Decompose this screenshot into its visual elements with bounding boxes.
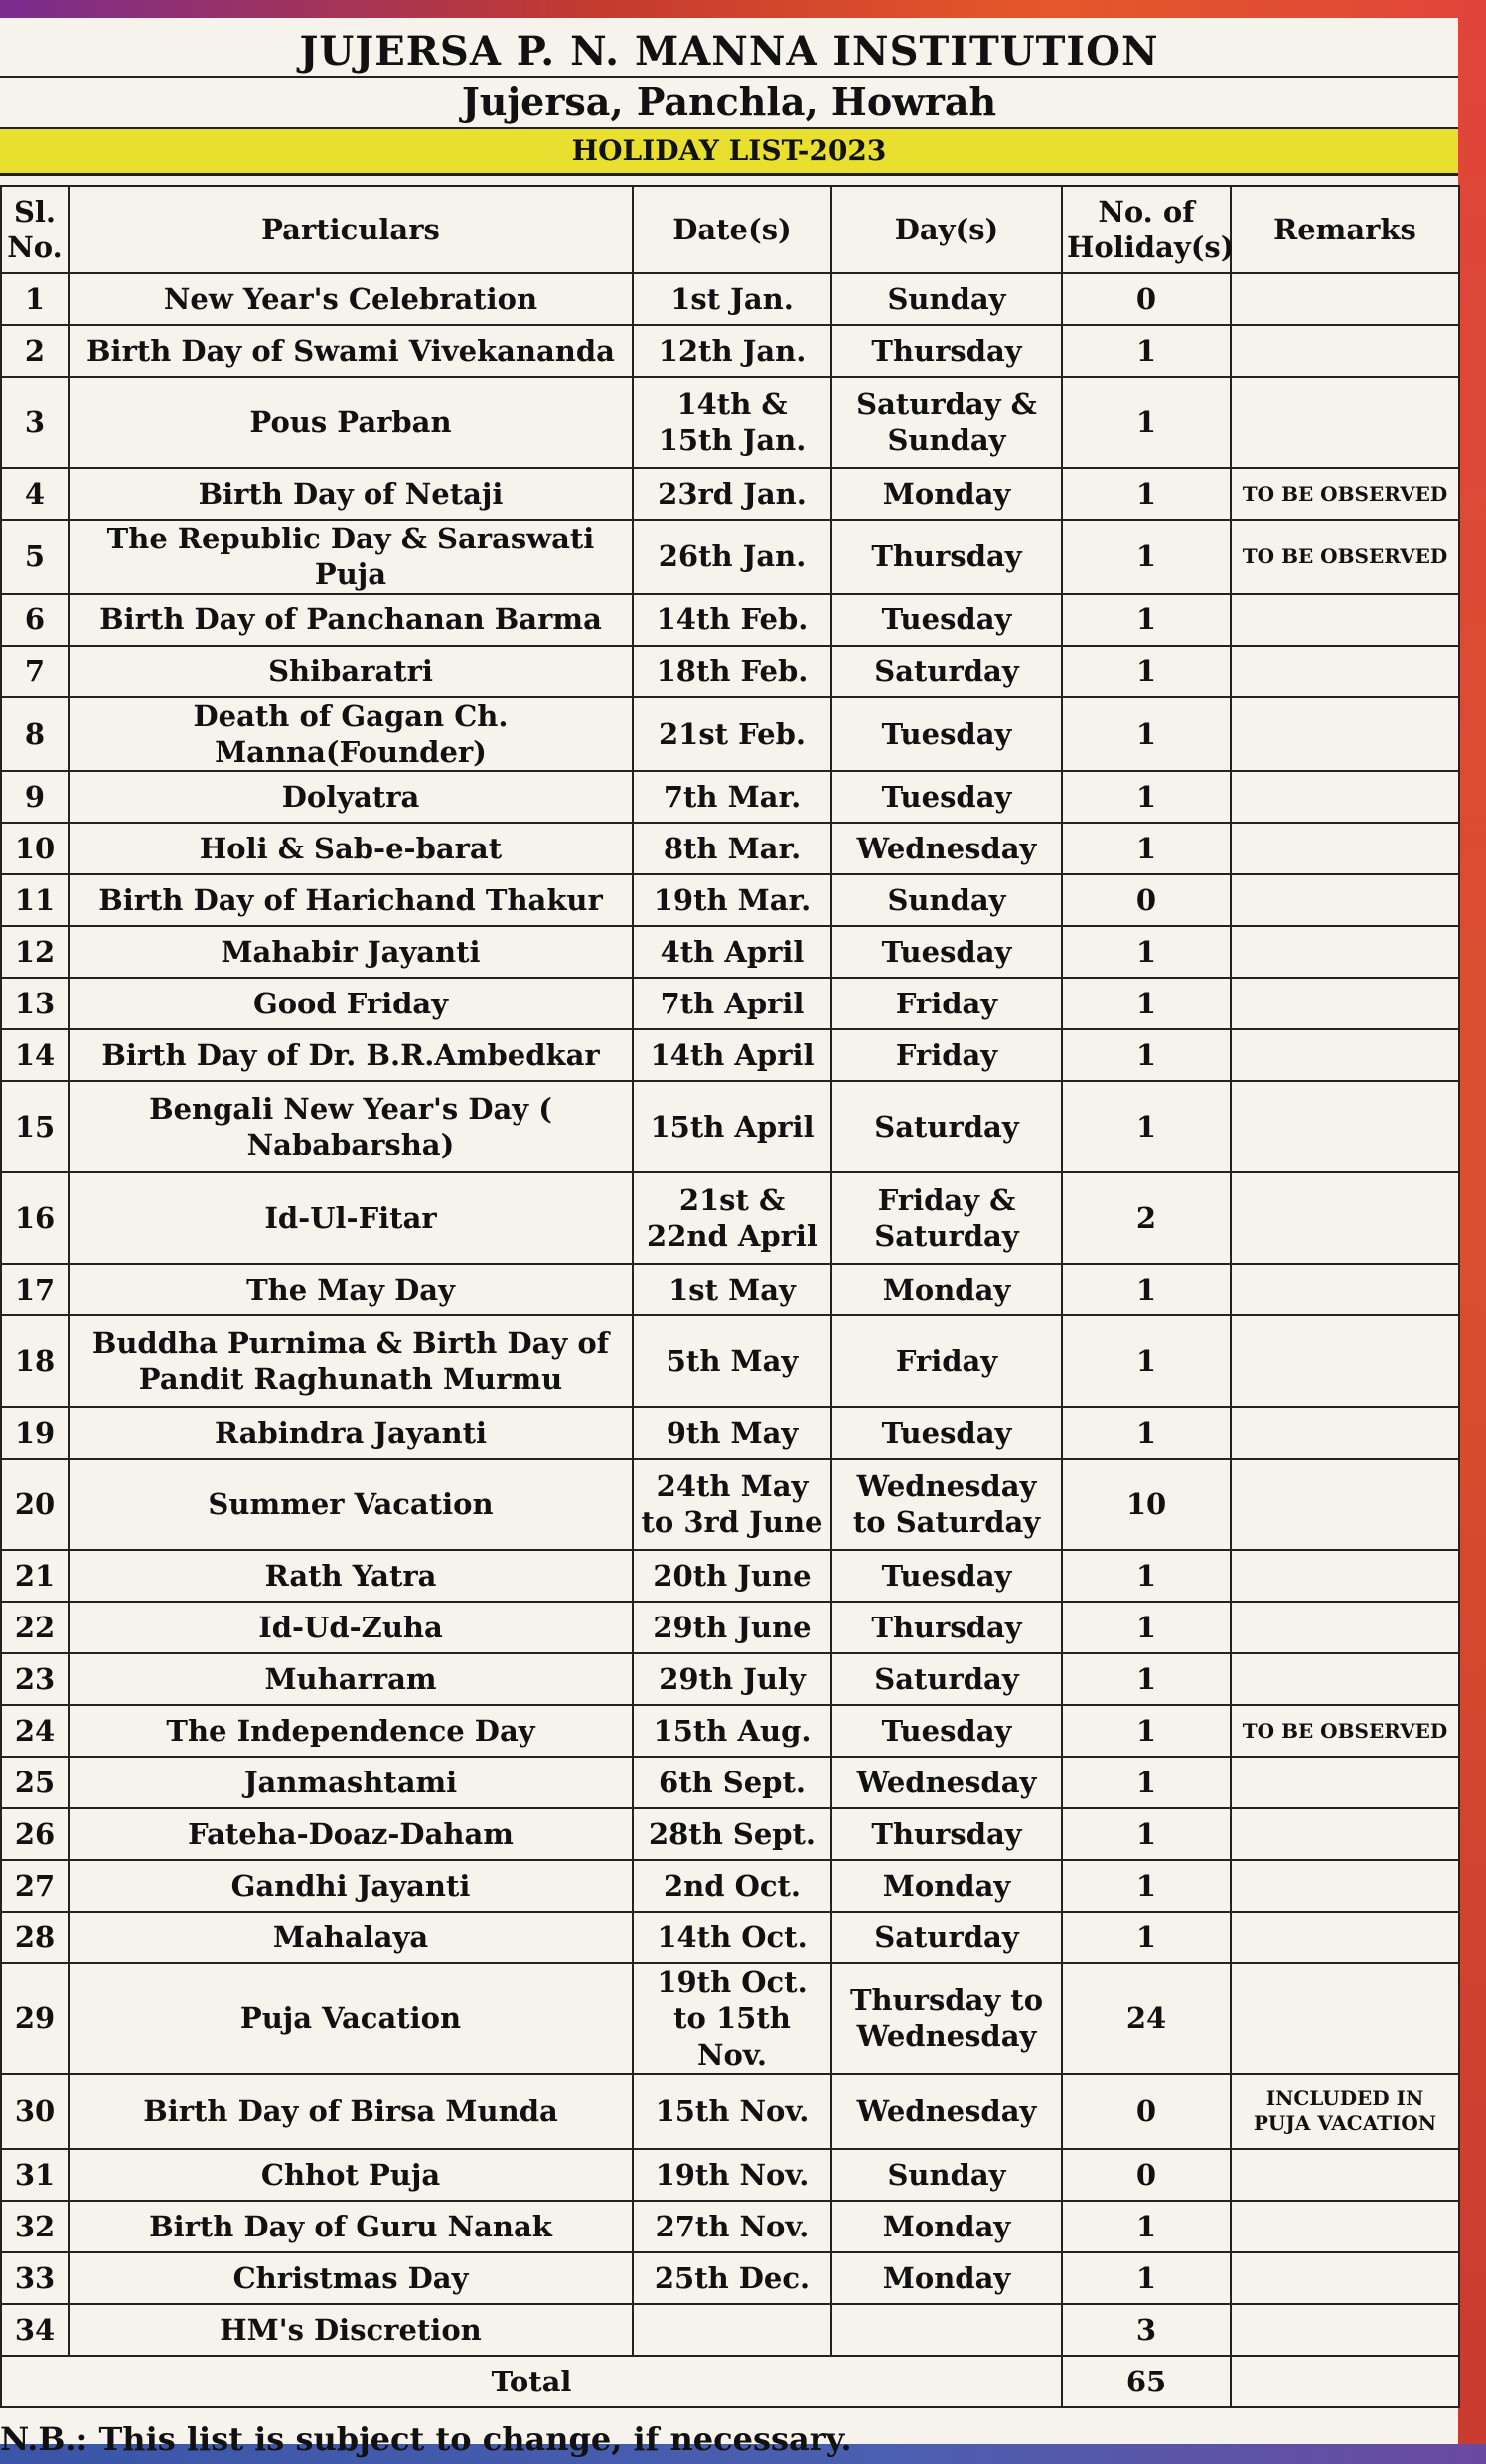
cell-date: 21st & 22nd April xyxy=(633,1172,831,1264)
cell-particular: Summer Vacation xyxy=(69,1459,633,1550)
cell-particular: Rath Yatra xyxy=(69,1550,633,1602)
cell-particular: Puja Vacation xyxy=(69,1963,633,2074)
table-header-row xyxy=(1,186,1459,273)
table-row xyxy=(1,1459,1459,1550)
cell-remark xyxy=(1231,594,1459,646)
cell-remark: TO BE OBSERVED xyxy=(1231,468,1459,520)
cell-slno: 8 xyxy=(1,697,69,772)
cell-count: 1 xyxy=(1062,1081,1231,1172)
cell-count: 1 xyxy=(1062,468,1231,520)
cell-remark xyxy=(1231,1550,1459,1602)
cell-day: Friday & Saturday xyxy=(831,1172,1062,1264)
cell-count: 1 xyxy=(1062,594,1231,646)
cell-day: Saturday xyxy=(831,1081,1062,1172)
cell-remark xyxy=(1231,697,1459,772)
column-header-days: Day(s) xyxy=(831,186,1062,273)
cell-count: 1 xyxy=(1062,1912,1231,1963)
cell-particular: Id-Ul-Fitar xyxy=(69,1172,633,1264)
cell-slno: 4 xyxy=(1,468,69,520)
table-row xyxy=(1,273,1459,325)
cell-particular: Holi & Sab-e-barat xyxy=(69,823,633,874)
cell-count: 10 xyxy=(1062,1459,1231,1550)
cell-remark: TO BE OBSERVED xyxy=(1231,1705,1459,1757)
cell-date: 1st Jan. xyxy=(633,273,831,325)
cell-slno: 24 xyxy=(1,1705,69,1757)
cell-particular: Birth Day of Guru Nanak xyxy=(69,2201,633,2252)
cell-particular: Janmashtami xyxy=(69,1757,633,1808)
cell-remark xyxy=(1231,1912,1459,1963)
cell-count: 1 xyxy=(1062,926,1231,978)
cell-slno: 21 xyxy=(1,1550,69,1602)
cell-date: 19th Nov. xyxy=(633,2149,831,2201)
cell-date: 27th Nov. xyxy=(633,2201,831,2252)
cell-particular: Muharram xyxy=(69,1653,633,1705)
cell-particular: Chhot Puja xyxy=(69,2149,633,2201)
cell-day: Tuesday xyxy=(831,1407,1062,1459)
cell-day: Monday xyxy=(831,2252,1062,2304)
cell-remark xyxy=(1231,1602,1459,1653)
cell-date: 25th Dec. xyxy=(633,2252,831,2304)
cell-day: Saturday & Sunday xyxy=(831,377,1062,468)
cell-date: 29th July xyxy=(633,1653,831,1705)
cell-day: Saturday xyxy=(831,1912,1062,1963)
cell-remark xyxy=(1231,1029,1459,1081)
institution-address: Jujersa, Panchla, Howrah xyxy=(461,79,997,124)
cell-particular: Bengali New Year's Day ( Nababarsha) xyxy=(69,1081,633,1172)
table-row xyxy=(1,325,1459,377)
cell-date: 15th Nov. xyxy=(633,2074,831,2149)
cell-day: Wednesday xyxy=(831,2074,1062,2149)
cell-particular: Birth Day of Swami Vivekananda xyxy=(69,325,633,377)
cell-count: 1 xyxy=(1062,2252,1231,2304)
cell-slno: 5 xyxy=(1,520,69,594)
cell-particular: Gandhi Jayanti xyxy=(69,1860,633,1912)
cell-remark xyxy=(1231,1963,1459,2074)
cell-date: 14th Oct. xyxy=(633,1912,831,1963)
cell-slno: 19 xyxy=(1,1407,69,1459)
cell-count: 1 xyxy=(1062,1315,1231,1407)
table-row xyxy=(1,823,1459,874)
cell-count: 0 xyxy=(1062,874,1231,926)
cell-particular: The Independence Day xyxy=(69,1705,633,1757)
cell-date: 28th Sept. xyxy=(633,1808,831,1860)
cell-date: 2nd Oct. xyxy=(633,1860,831,1912)
table-row xyxy=(1,2149,1459,2201)
table-row xyxy=(1,1912,1459,1963)
cell-slno: 13 xyxy=(1,978,69,1029)
cell-remark xyxy=(1231,1860,1459,1912)
cell-particular: Birth Day of Dr. B.R.Ambedkar xyxy=(69,1029,633,1081)
cell-day: Tuesday xyxy=(831,926,1062,978)
cell-particular: HM's Discretion xyxy=(69,2304,633,2356)
cell-day: Wednesday xyxy=(831,823,1062,874)
cell-day: Wednesday xyxy=(831,1757,1062,1808)
cell-slno: 20 xyxy=(1,1459,69,1550)
cell-slno: 2 xyxy=(1,325,69,377)
cell-particular: Death of Gagan Ch. Manna(Founder) xyxy=(69,697,633,772)
column-header-holidays: No. of Holiday(s) xyxy=(1062,186,1231,273)
cell-date: 7th April xyxy=(633,978,831,1029)
cell-date: 9th May xyxy=(633,1407,831,1459)
cell-date: 4th April xyxy=(633,926,831,978)
cell-slno: 6 xyxy=(1,594,69,646)
right-border xyxy=(1458,0,1486,2464)
table-row xyxy=(1,1860,1459,1912)
cell-count: 1 xyxy=(1062,1757,1231,1808)
cell-count: 1 xyxy=(1062,377,1231,468)
total-row xyxy=(1,2356,1459,2407)
table-row xyxy=(1,1808,1459,1860)
cell-slno: 1 xyxy=(1,273,69,325)
cell-slno: 7 xyxy=(1,646,69,697)
cell-remark xyxy=(1231,1081,1459,1172)
cell-remark xyxy=(1231,874,1459,926)
total-remark xyxy=(1231,2356,1459,2407)
cell-day: Friday xyxy=(831,1315,1062,1407)
cell-remark xyxy=(1231,377,1459,468)
cell-day: Friday xyxy=(831,978,1062,1029)
cell-remark xyxy=(1231,1264,1459,1315)
cell-count: 1 xyxy=(1062,1550,1231,1602)
cell-date: 15th Aug. xyxy=(633,1705,831,1757)
cell-slno: 9 xyxy=(1,771,69,823)
cell-date: 8th Mar. xyxy=(633,823,831,874)
cell-slno: 34 xyxy=(1,2304,69,2356)
cell-date: 7th Mar. xyxy=(633,771,831,823)
cell-count: 2 xyxy=(1062,1172,1231,1264)
cell-slno: 31 xyxy=(1,2149,69,2201)
cell-day: Monday xyxy=(831,2201,1062,2252)
cell-remark xyxy=(1231,2304,1459,2356)
table-row xyxy=(1,1029,1459,1081)
cell-remark xyxy=(1231,1808,1459,1860)
cell-particular: Mahabir Jayanti xyxy=(69,926,633,978)
cell-date: 29th June xyxy=(633,1602,831,1653)
table-row xyxy=(1,1602,1459,1653)
cell-particular: Dolyatra xyxy=(69,771,633,823)
cell-slno: 30 xyxy=(1,2074,69,2149)
cell-slno: 29 xyxy=(1,1963,69,2074)
cell-slno: 10 xyxy=(1,823,69,874)
table-row xyxy=(1,646,1459,697)
cell-particular: The May Day xyxy=(69,1264,633,1315)
cell-day: Thursday xyxy=(831,520,1062,594)
cell-day: Thursday to Wednesday xyxy=(831,1963,1062,2074)
table-row xyxy=(1,2074,1459,2149)
cell-date xyxy=(633,2304,831,2356)
table-row xyxy=(1,1172,1459,1264)
cell-slno: 28 xyxy=(1,1912,69,1963)
column-header-slno: Sl. No. xyxy=(1,186,69,273)
cell-date: 20th June xyxy=(633,1550,831,1602)
cell-remark xyxy=(1231,1757,1459,1808)
divider xyxy=(0,76,1458,78)
cell-date: 19th Mar. xyxy=(633,874,831,926)
cell-count: 1 xyxy=(1062,697,1231,772)
table-row xyxy=(1,2304,1459,2356)
cell-particular: Rabindra Jayanti xyxy=(69,1407,633,1459)
cell-count: 1 xyxy=(1062,325,1231,377)
cell-slno: 27 xyxy=(1,1860,69,1912)
cell-slno: 15 xyxy=(1,1081,69,1172)
cell-remark xyxy=(1231,1653,1459,1705)
cell-particular: Birth Day of Harichand Thakur xyxy=(69,874,633,926)
table-row xyxy=(1,1757,1459,1808)
cell-particular: The Republic Day & Saraswati Puja xyxy=(69,520,633,594)
top-border xyxy=(0,0,1486,18)
cell-day xyxy=(831,2304,1062,2356)
table-row xyxy=(1,594,1459,646)
cell-day: Monday xyxy=(831,1264,1062,1315)
cell-date: 5th May xyxy=(633,1315,831,1407)
cell-day: Wednesday to Saturday xyxy=(831,1459,1062,1550)
cell-count: 3 xyxy=(1062,2304,1231,2356)
cell-date: 14th April xyxy=(633,1029,831,1081)
table-row xyxy=(1,2252,1459,2304)
cell-date: 26th Jan. xyxy=(633,520,831,594)
table-row xyxy=(1,771,1459,823)
cell-remark xyxy=(1231,978,1459,1029)
cell-date: 14th & 15th Jan. xyxy=(633,377,831,468)
cell-day: Monday xyxy=(831,1860,1062,1912)
cell-slno: 17 xyxy=(1,1264,69,1315)
table-row xyxy=(1,520,1459,594)
cell-slno: 14 xyxy=(1,1029,69,1081)
cell-particular: Pous Parban xyxy=(69,377,633,468)
cell-count: 0 xyxy=(1062,2149,1231,2201)
cell-remark xyxy=(1231,646,1459,697)
footnote: N.B.: This list is subject to change, if necessary. xyxy=(0,2420,852,2458)
cell-slno: 11 xyxy=(1,874,69,926)
cell-date: 23rd Jan. xyxy=(633,468,831,520)
cell-date: 15th April xyxy=(633,1081,831,1172)
cell-day: Thursday xyxy=(831,1808,1062,1860)
cell-remark xyxy=(1231,1172,1459,1264)
cell-day: Saturday xyxy=(831,646,1062,697)
cell-day: Friday xyxy=(831,1029,1062,1081)
cell-count: 1 xyxy=(1062,1602,1231,1653)
cell-count: 1 xyxy=(1062,1407,1231,1459)
cell-particular: Id-Ud-Zuha xyxy=(69,1602,633,1653)
cell-count: 0 xyxy=(1062,2074,1231,2149)
cell-remark xyxy=(1231,273,1459,325)
cell-date: 24th May to 3rd June xyxy=(633,1459,831,1550)
cell-count: 1 xyxy=(1062,1860,1231,1912)
institution-name: JUJERSA P. N. MANNA INSTITUTION xyxy=(299,28,1159,75)
table-row xyxy=(1,1705,1459,1757)
cell-slno: 25 xyxy=(1,1757,69,1808)
cell-slno: 16 xyxy=(1,1172,69,1264)
cell-count: 0 xyxy=(1062,273,1231,325)
cell-count: 1 xyxy=(1062,1808,1231,1860)
table-row xyxy=(1,1315,1459,1407)
cell-count: 1 xyxy=(1062,1264,1231,1315)
cell-day: Thursday xyxy=(831,1602,1062,1653)
cell-particular: Shibaratri xyxy=(69,646,633,697)
total-value: 65 xyxy=(1062,2356,1231,2407)
table-row xyxy=(1,1963,1459,2074)
cell-particular: Christmas Day xyxy=(69,2252,633,2304)
column-header-particulars: Particulars xyxy=(69,186,633,273)
cell-day: Tuesday xyxy=(831,1550,1062,1602)
cell-particular: Good Friday xyxy=(69,978,633,1029)
table-row xyxy=(1,2201,1459,2252)
table-row xyxy=(1,1653,1459,1705)
cell-day: Saturday xyxy=(831,1653,1062,1705)
cell-slno: 3 xyxy=(1,377,69,468)
cell-day: Tuesday xyxy=(831,1705,1062,1757)
cell-particular: Birth Day of Netaji xyxy=(69,468,633,520)
table-row xyxy=(1,697,1459,772)
cell-date: 18th Feb. xyxy=(633,646,831,697)
cell-remark xyxy=(1231,823,1459,874)
cell-slno: 26 xyxy=(1,1808,69,1860)
cell-count: 1 xyxy=(1062,1029,1231,1081)
cell-count: 1 xyxy=(1062,823,1231,874)
cell-remark xyxy=(1231,1315,1459,1407)
holiday-table xyxy=(0,185,1460,2408)
cell-date: 12th Jan. xyxy=(633,325,831,377)
cell-particular: Birth Day of Birsa Munda xyxy=(69,2074,633,2149)
cell-count: 1 xyxy=(1062,771,1231,823)
cell-day: Monday xyxy=(831,468,1062,520)
cell-slno: 18 xyxy=(1,1315,69,1407)
cell-day: Tuesday xyxy=(831,697,1062,772)
cell-date: 14th Feb. xyxy=(633,594,831,646)
cell-count: 1 xyxy=(1062,1653,1231,1705)
cell-remark xyxy=(1231,2201,1459,2252)
cell-count: 1 xyxy=(1062,1705,1231,1757)
cell-slno: 22 xyxy=(1,1602,69,1653)
cell-particular: Birth Day of Panchanan Barma xyxy=(69,594,633,646)
total-label: Total xyxy=(1,2356,1062,2407)
cell-date: 19th Oct. to 15th Nov. xyxy=(633,1963,831,2074)
cell-remark: INCLUDED IN PUJA VACATION xyxy=(1231,2074,1459,2149)
column-header-dates: Date(s) xyxy=(633,186,831,273)
cell-count: 1 xyxy=(1062,2201,1231,2252)
cell-remark xyxy=(1231,1459,1459,1550)
cell-count: 1 xyxy=(1062,978,1231,1029)
cell-slno: 33 xyxy=(1,2252,69,2304)
cell-slno: 23 xyxy=(1,1653,69,1705)
table-row xyxy=(1,1407,1459,1459)
table-row xyxy=(1,926,1459,978)
cell-remark xyxy=(1231,771,1459,823)
table-row xyxy=(1,874,1459,926)
cell-count: 24 xyxy=(1062,1963,1231,2074)
cell-particular: Mahalaya xyxy=(69,1912,633,1963)
table-row xyxy=(1,377,1459,468)
cell-remark xyxy=(1231,325,1459,377)
cell-date: 21st Feb. xyxy=(633,697,831,772)
cell-date: 6th Sept. xyxy=(633,1757,831,1808)
cell-day: Tuesday xyxy=(831,771,1062,823)
table-row xyxy=(1,978,1459,1029)
table-row xyxy=(1,468,1459,520)
cell-count: 1 xyxy=(1062,520,1231,594)
cell-particular: New Year's Celebration xyxy=(69,273,633,325)
cell-day: Sunday xyxy=(831,874,1062,926)
cell-day: Thursday xyxy=(831,325,1062,377)
cell-day: Tuesday xyxy=(831,594,1062,646)
cell-day: Sunday xyxy=(831,2149,1062,2201)
cell-remark: TO BE OBSERVED xyxy=(1231,520,1459,594)
cell-slno: 32 xyxy=(1,2201,69,2252)
cell-remark xyxy=(1231,2252,1459,2304)
cell-slno: 12 xyxy=(1,926,69,978)
document-page xyxy=(0,18,1458,2458)
cell-count: 1 xyxy=(1062,646,1231,697)
cell-remark xyxy=(1231,926,1459,978)
holiday-list-title: HOLIDAY LIST-2023 xyxy=(0,129,1458,176)
cell-particular: Fateha-Doaz-Daham xyxy=(69,1808,633,1860)
cell-remark xyxy=(1231,2149,1459,2201)
cell-remark xyxy=(1231,1407,1459,1459)
column-header-remarks: Remarks xyxy=(1231,186,1459,273)
table-row xyxy=(1,1081,1459,1172)
cell-particular: Buddha Purnima & Birth Day of Pandit Raghunath Murmu xyxy=(69,1315,633,1407)
table-row xyxy=(1,1550,1459,1602)
cell-date: 1st May xyxy=(633,1264,831,1315)
cell-day: Sunday xyxy=(831,273,1062,325)
table-row xyxy=(1,1264,1459,1315)
